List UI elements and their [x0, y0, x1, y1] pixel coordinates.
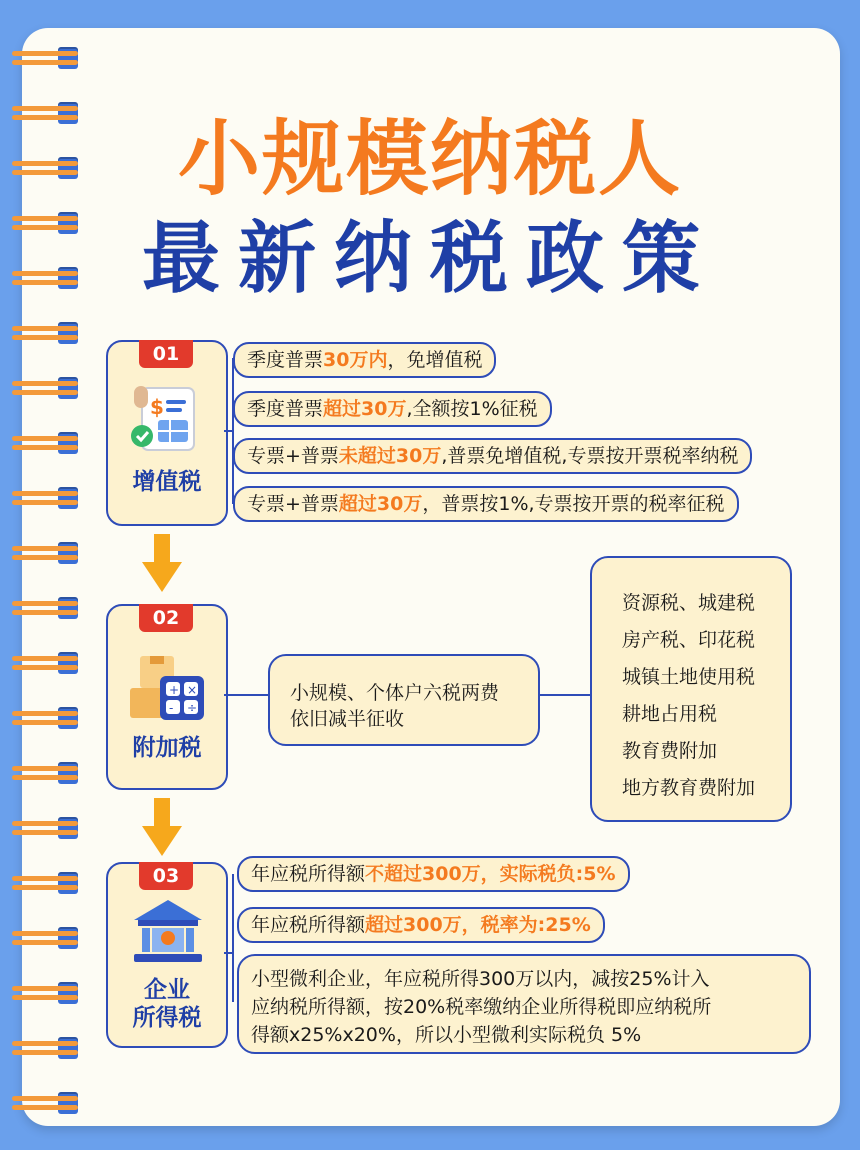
note-line: 小型微利企业，年应税所得300万以内，减按25%计入	[251, 968, 710, 990]
connector	[224, 694, 270, 696]
section-label-line: 所得税	[132, 1005, 202, 1031]
svg-text:×: ×	[187, 683, 198, 697]
binding-ring	[12, 375, 84, 401]
vat-item-1: 季度普票30万内，免增值税	[233, 342, 496, 378]
section-number-badge: 03	[139, 862, 193, 890]
binding-ring	[12, 760, 84, 786]
svg-text:-: -	[169, 701, 174, 715]
connector	[540, 694, 592, 696]
tax-list-item: 资源税、城建税	[622, 592, 756, 614]
svg-text:÷: ÷	[187, 701, 198, 715]
svg-text:+: +	[169, 683, 180, 697]
binding-ring	[12, 485, 84, 511]
section-label: 附加税	[132, 735, 202, 761]
tax-list-item: 教育费附加	[622, 740, 718, 762]
binding-ring	[12, 870, 84, 896]
binding-ring	[12, 705, 84, 731]
binding-ring	[12, 540, 84, 566]
connector	[232, 874, 234, 1002]
binding-ring	[12, 980, 84, 1006]
tax-list-item: 房产税、印花税	[622, 629, 756, 651]
binding-ring	[12, 1035, 84, 1061]
binding-ring	[12, 320, 84, 346]
binding-ring	[12, 430, 84, 456]
small-enterprise-note	[237, 954, 811, 1054]
title-line-2: 最新纳税政策	[141, 214, 718, 304]
connector	[232, 358, 234, 504]
invoice-icon	[128, 384, 208, 456]
tax-list-box	[590, 556, 792, 822]
note-line: 应纳税所得额，按20%税率缴纳企业所得税即应纳税所	[251, 996, 712, 1018]
cit-item-1: 年应税所得额不超过300万，实际税负:5%	[237, 856, 630, 892]
binding-ring	[12, 1090, 84, 1116]
section-label: 增值税	[132, 469, 202, 495]
vat-item-2: 季度普票超过30万,全额按1%征税	[233, 391, 552, 427]
title-line-1: 小规模纳税人	[177, 112, 682, 207]
tax-list-item: 耕地占用税	[622, 703, 718, 725]
section-number-badge: 01	[139, 340, 193, 368]
section-02-card	[106, 604, 228, 790]
surcharge-summary-box	[268, 654, 540, 746]
binding-ring	[12, 45, 84, 71]
note-line: 得额x25%x20%，所以小型微利实际税负 5%	[251, 1024, 642, 1046]
binding-ring	[12, 925, 84, 951]
vat-item-4: 专票+普票超过30万，普票按1%,专票按开票的税率征税	[233, 486, 739, 522]
binding-ring	[12, 595, 84, 621]
vat-item-3: 专票+普票未超过30万,普票免增值税,专票按开票税率纳税	[233, 438, 752, 474]
tax-list-item: 城镇土地使用税	[622, 666, 756, 688]
bank-icon	[130, 898, 206, 968]
cit-item-2: 年应税所得额超过300万，税率为:25%	[237, 907, 605, 943]
section-03-card	[106, 862, 228, 1048]
summary-line: 依旧减半征收	[290, 708, 405, 730]
section-number-badge: 02	[139, 604, 193, 632]
calculator-icon	[126, 650, 210, 724]
binding-ring	[12, 650, 84, 676]
svg-text:$: $	[150, 395, 164, 419]
down-arrow-icon	[140, 798, 184, 858]
down-arrow-icon	[140, 534, 184, 594]
section-01-card	[106, 340, 228, 526]
binding-ring	[12, 815, 84, 841]
section-label-line: 企业	[144, 977, 190, 1003]
summary-line: 小规模、个体户六税两费	[290, 682, 500, 704]
tax-list-item: 地方教育费附加	[622, 777, 756, 799]
